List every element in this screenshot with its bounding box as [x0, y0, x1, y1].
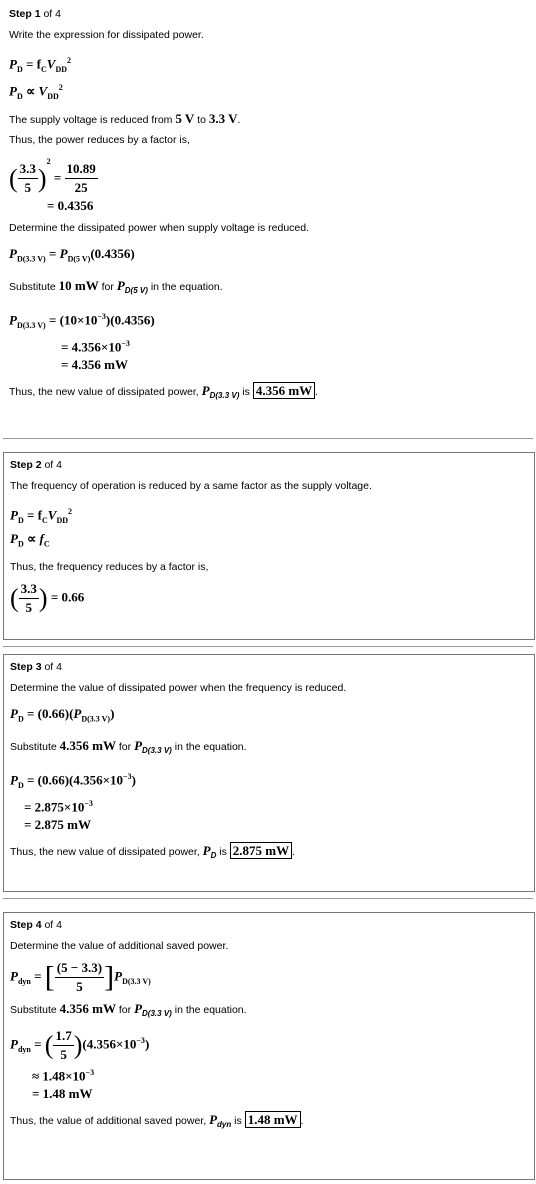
- divider: [3, 438, 533, 439]
- step-3-conclusion: Thus, the new value of dissipated power, $P_D$ is 2.875 mW .: [10, 842, 296, 861]
- step-1-answer-box: 4.356 mW: [253, 382, 315, 399]
- step-2-text-1: The frequency of operation is reduced by a same factor as the supply voltage.: [10, 480, 372, 492]
- divider: [3, 898, 533, 899]
- step-4-header: Step 4 of 4: [10, 919, 62, 931]
- step-1-eq-substituted: $P_{D(3.3 V)} = (10\times 10^{-3})(0.4356)$ = $4.356\times 10^{-3}$ = 4.356 mW: [9, 312, 155, 373]
- step-1-eq-reduced: $P_{D(3.3 V)} = P_{D(5 V)}(0.4356)$: [9, 246, 135, 264]
- step-2-text-2: Thus, the frequency reduces by a factor is,: [10, 560, 209, 573]
- step-1-conclusion: Thus, the new value of dissipated power, $P_{D(3.3 V)}$ is 4.356 mW .: [9, 383, 319, 401]
- step-4-text-1: Determine the value of additional saved power.: [10, 940, 229, 952]
- step-2-eq-factor: ( $\frac{3.3}{5}$ ) = 0.66: [10, 580, 85, 615]
- step-1-eq-pd: $P_D = f_CV_{DD}^2$ $P_D \propto V_{DD}^2$: [9, 56, 71, 101]
- step-1-card: [3, 2, 533, 430]
- step-2-eq-pd: $P_D = f_CV_{DD}^2$ $P_D \propto f_C$: [10, 507, 72, 549]
- step-1-text-3: Thus, the power reduces by a factor is,: [9, 133, 190, 146]
- step-4-card: [3, 912, 535, 1180]
- step-1-text-2: The supply voltage is reduced from 5 V to 3.3 V.: [9, 110, 241, 126]
- step-1-eq-factor: ( $\frac{3.3}{5}$ )$^2$ = $\frac{10.89}{25}$ = 0.4356: [9, 156, 96, 214]
- step-4-eq-substituted: $P_{dyn}$ = ( $\frac{1.7}{5}$ )$(4.356\times 10^{-3})$ ≈ $1.48\times 10^{-3}$ = 1.48 mW: [10, 1028, 150, 1102]
- step-2-card: [3, 452, 535, 640]
- step-4-answer-box: 1.48 mW: [245, 1111, 301, 1128]
- step-3-answer-box: 2.875 mW: [230, 842, 292, 859]
- divider: [3, 646, 533, 647]
- step-1-text-4: Determine the dissipated power when supply voltage is reduced.: [9, 222, 310, 235]
- step-1-header: Step 1 of 4: [9, 8, 61, 20]
- step-2-header: Step 2 of 4: [10, 459, 62, 471]
- step-4-eq-pdyn: $P_{dyn}$ = [ $\frac{(5 - 3.3)}{5}$ ]$P_{D(3.3 V)}$: [10, 960, 151, 994]
- step-4-text-2: Substitute 4.356 mW for $P_{D(3.3 V)}$ in the equation.: [10, 1001, 247, 1019]
- step-3-eq-substituted: $P_D = (0.66)(4.356\times 10^{-3})$ = $2.875\times 10^{-3}$ = 2.875 mW: [10, 771, 136, 832]
- step-3-card: [3, 654, 535, 892]
- step-3-text-1: Determine the value of dissipated power when the frequency is reduced.: [10, 682, 347, 694]
- step-4-conclusion: Thus, the value of additional saved power, $P_{dyn}$ is 1.48 mW .: [10, 1112, 304, 1130]
- step-3-header: Step 3 of 4: [10, 661, 62, 673]
- step-1-text-1: Write the expression for dissipated power.: [9, 29, 204, 41]
- step-1-text-5: Substitute 10 mW for $P_{D(5 V)}$ in the equation.: [9, 277, 223, 296]
- step-3-text-2: Substitute 4.356 mW for $P_{D(3.3 V)}$ in the equation.: [10, 737, 247, 755]
- step-3-eq-pd: $P_D = (0.66)(P_{D(3.3 V)})$: [10, 706, 115, 724]
